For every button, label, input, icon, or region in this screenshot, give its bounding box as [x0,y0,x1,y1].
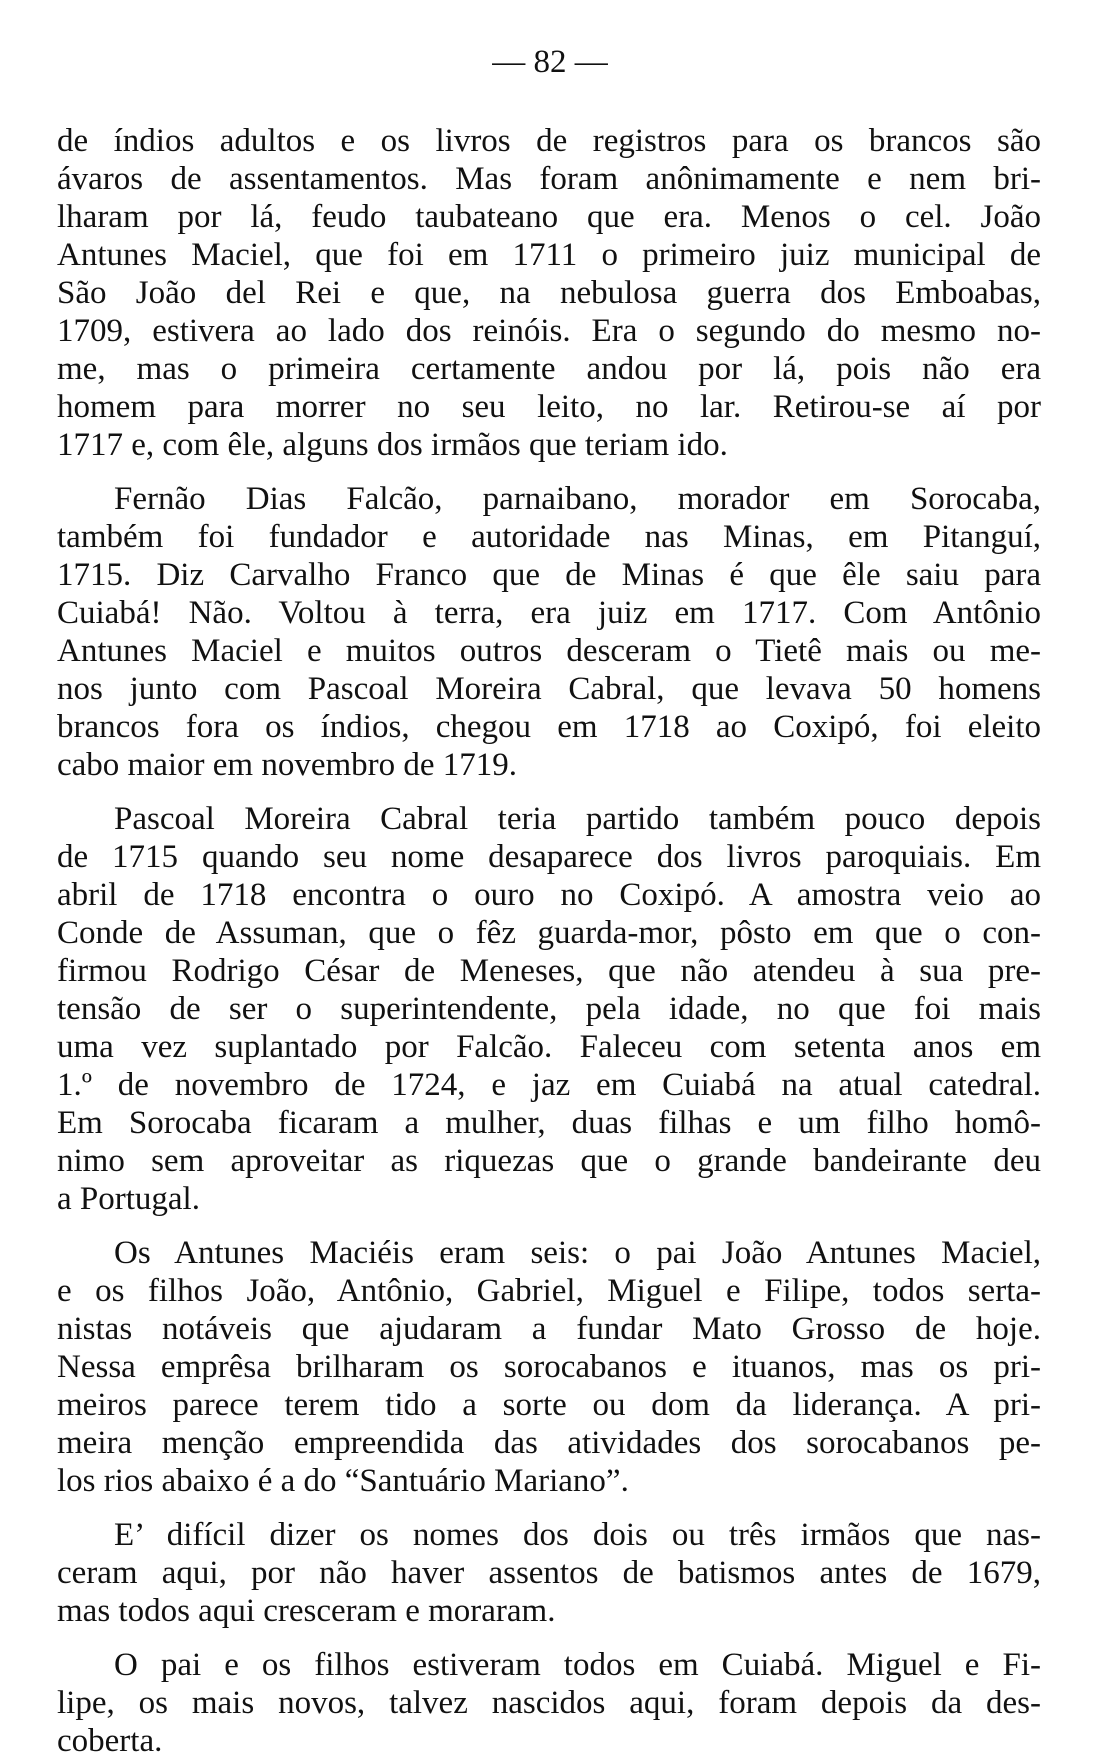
body-text [57,122,1041,1760]
text-line: uma vez suplantado por Falcão. Faleceu com setenta anos em [57,1029,1041,1065]
text-line: Os Antunes Maciéis eram seis: o pai João Antunes Maciel, [114,1235,1041,1271]
text-line: Nessa emprêsa brilharam os sorocabanos e ituanos, mas os pri- [57,1349,1041,1385]
text-line: abril de 1718 encontra o ouro no Coxipó. A amostra veio ao [57,877,1041,913]
paragraph-2 [57,480,1041,784]
text-line: lharam por lá, feudo taubateano que era. Menos o cel. João [57,199,1041,235]
text-line: e os filhos João, Antônio, Gabriel, Miguel e Filipe, todos serta- [57,1273,1041,1309]
text-line: ávaros de assentamentos. Mas foram anônimamente e nem bri- [57,161,1041,197]
text-line: a Portugal. [57,1181,200,1217]
text-line: meira menção empreendida das atividades dos sorocabanos pe- [57,1425,1041,1461]
text-line: São João del Rei e que, na nebulosa guerra dos Emboabas, [57,275,1041,311]
text-line: lipe, os mais novos, talvez nascidos aqui, foram depois da des- [57,1685,1041,1721]
text-line: mas todos aqui cresceram e moraram. [57,1593,556,1629]
text-line: ceram aqui, por não haver assentos de batismos antes de 1679, [57,1555,1041,1591]
text-line: nos junto com Pascoal Moreira Cabral, que levava 50 homens [57,671,1041,707]
paragraph-5 [57,1516,1041,1630]
text-line: Conde de Assuman, que o fêz guarda-mor, pôsto em que o con- [57,915,1041,951]
text-line: coberta. [57,1723,163,1759]
paragraph-1 [57,122,1041,464]
text-line: meiros parece terem tido a sorte ou dom da liderança. A pri- [57,1387,1041,1423]
text-line: Pascoal Moreira Cabral teria partido também pouco depois [114,801,1041,837]
page-number: — 82 — [492,44,608,80]
text-line: me, mas o primeira certamente andou por lá, pois não era [57,351,1041,387]
text-line: nistas notáveis que ajudaram a fundar Mato Grosso de hoje. [57,1311,1041,1347]
text-line: Cuiabá! Não. Voltou à terra, era juiz em 1717. Com Antônio [57,595,1041,631]
text-line: 1715. Diz Carvalho Franco que de Minas é que êle saiu para [57,557,1041,593]
text-line: de índios adultos e os livros de registros para os brancos são [57,123,1041,159]
text-line: Antunes Maciel, que foi em 1711 o primeiro juiz municipal de [57,237,1041,273]
text-line: também foi fundador e autoridade nas Minas, em Pitanguí, [57,519,1041,555]
paragraph-4 [57,1234,1041,1500]
text-line: firmou Rodrigo César de Meneses, que não atendeu à sua pre- [57,953,1041,989]
text-line: 1717 e, com êle, alguns dos irmãos que teriam ido. [57,427,728,463]
text-line: Fernão Dias Falcão, parnaibano, morador em Sorocaba, [114,481,1041,517]
paragraph-6 [57,1646,1041,1760]
text-line: los rios abaixo é a do “Santuário Mariano”. [57,1463,629,1499]
text-line: cabo maior em novembro de 1719. [57,747,518,783]
paragraph-3 [57,800,1041,1218]
text-line: 1.º de novembro de 1724, e jaz em Cuiabá na atual catedral. [57,1067,1041,1103]
text-line: de 1715 quando seu nome desaparece dos livros paroquiais. Em [57,839,1041,875]
text-line: O pai e os filhos estiveram todos em Cuiabá. Miguel e Fi- [114,1647,1041,1683]
text-line: homem para morrer no seu leito, no lar. Retirou-se aí por [57,389,1041,425]
text-line: nimo sem aproveitar as riquezas que o grande bandeirante deu [57,1143,1041,1179]
text-line: Em Sorocaba ficaram a mulher, duas filhas e um filho homô- [57,1105,1041,1141]
text-line: Antunes Maciel e muitos outros desceram o Tietê mais ou me- [57,633,1041,669]
text-line: tensão de ser o superintendente, pela idade, no que foi mais [57,991,1041,1027]
text-line: 1709, estivera ao lado dos reinóis. Era o segundo do mesmo no- [57,313,1041,349]
text-line: E’ difícil dizer os nomes dos dois ou três irmãos que nas- [114,1517,1041,1553]
text-line: brancos fora os índios, chegou em 1718 ao Coxipó, foi eleito [57,709,1041,745]
